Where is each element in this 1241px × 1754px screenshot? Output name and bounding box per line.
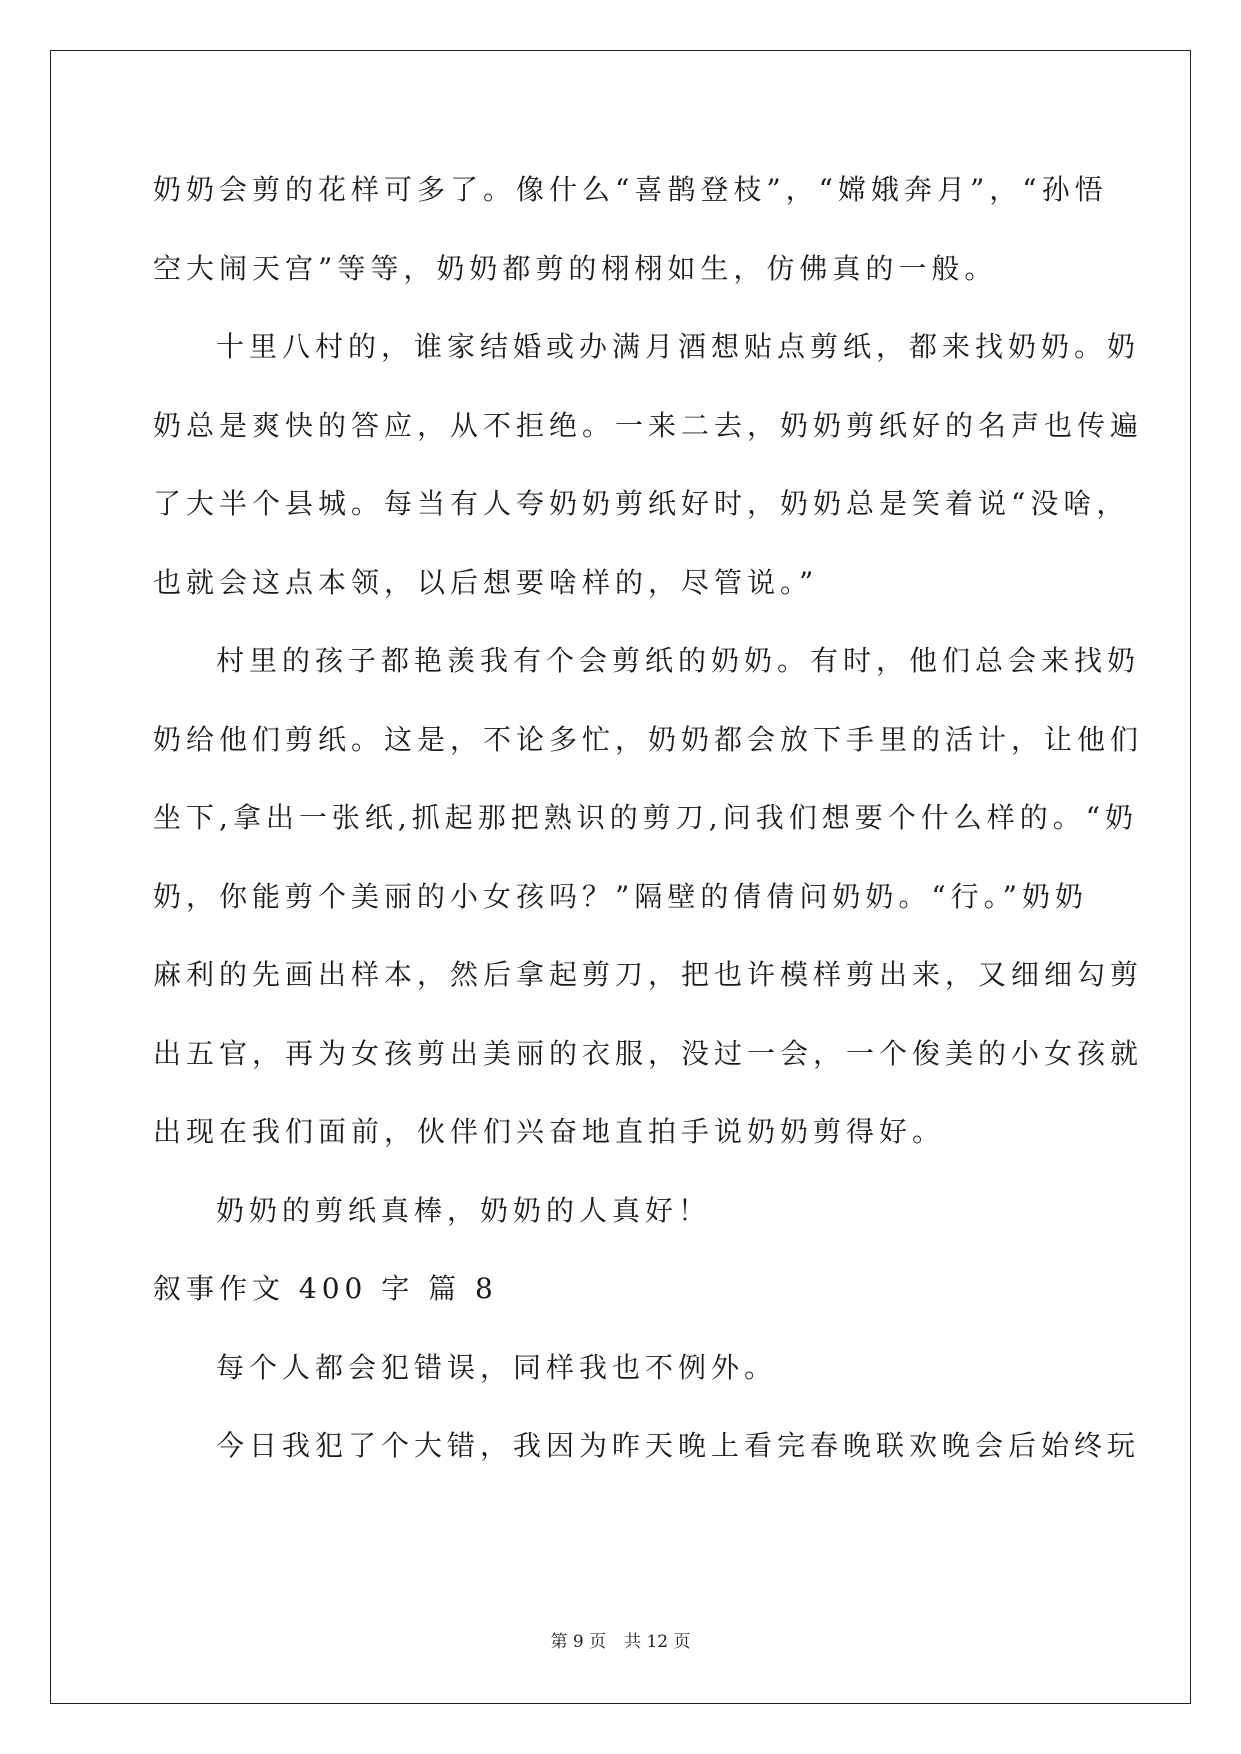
paragraph-line: 奶，你能剪个美丽的小女孩吗？”隔壁的倩倩问奶奶。“行。”奶奶 — [153, 879, 1088, 913]
paragraph-line: 村里的孩子都艳羡我有个会剪纸的奶奶。有时，他们总会来找奶 — [216, 644, 1141, 677]
paragraph-line: 也就会这点本领，以后想要啥样的，尽管说。” — [153, 565, 819, 599]
document-body — [153, 160, 1144, 1495]
paragraph-line: 出五官，再为女孩剪出美丽的衣服，没过一会，一个俊美的小女孩就 — [153, 1036, 1144, 1070]
paragraph-line: 坐下,拿出一张纸,抓起那把熟识的剪刀,问我们想要个什么样的。“奶 — [153, 801, 1139, 834]
paragraph-line: 奶奶的剪纸真棒，奶奶的人真好！ — [216, 1193, 712, 1227]
paragraph-line: 奶给他们剪纸。这是，不论多忙，奶奶都会放下手里的活计，让他们 — [153, 722, 1144, 756]
paragraph-line: 今日我犯了个大错，我因为昨天晚上看完春晚联欢晚会后始终玩 — [216, 1429, 1141, 1462]
paragraph-line: 出现在我们面前，伙伴们兴奋地直拍手说奶奶剪得好。 — [153, 1115, 946, 1148]
paragraph-line: 麻利的先画出样本，然后拿起剪刀，把也许模样剪出来，又细细勾剪 — [153, 958, 1144, 991]
paragraph-line: 了大半个县城。每当有人夸奶奶剪纸好时，奶奶总是笑着说“没啥， — [153, 487, 1130, 520]
paragraph-line: 奶奶会剪的花样可多了。像什么“喜鹊登枝”，“嫦娥奔月”，“孙悟 — [153, 173, 1108, 206]
paragraph-line: 空大闹天宫”等等，奶奶都剪的栩栩如生，仿佛真的一般。 — [153, 251, 998, 285]
page-total: 共 12 页 — [624, 1632, 691, 1652]
paragraph-line: 每个人都会犯错误，同样我也不例外。 — [216, 1350, 778, 1384]
section-heading: 叙事作文 400 字 篇 8 — [153, 1272, 498, 1305]
page-number: 第 9 页 — [550, 1632, 607, 1652]
paragraph-line: 奶总是爽快的答应，从不拒绝。一来二去，奶奶剪纸好的名声也传遍 — [153, 408, 1144, 442]
page-footer — [0, 1627, 1241, 1652]
paragraph-line: 十里八村的，谁家结婚或办满月酒想贴点剪纸，都来找奶奶。奶 — [216, 330, 1141, 363]
